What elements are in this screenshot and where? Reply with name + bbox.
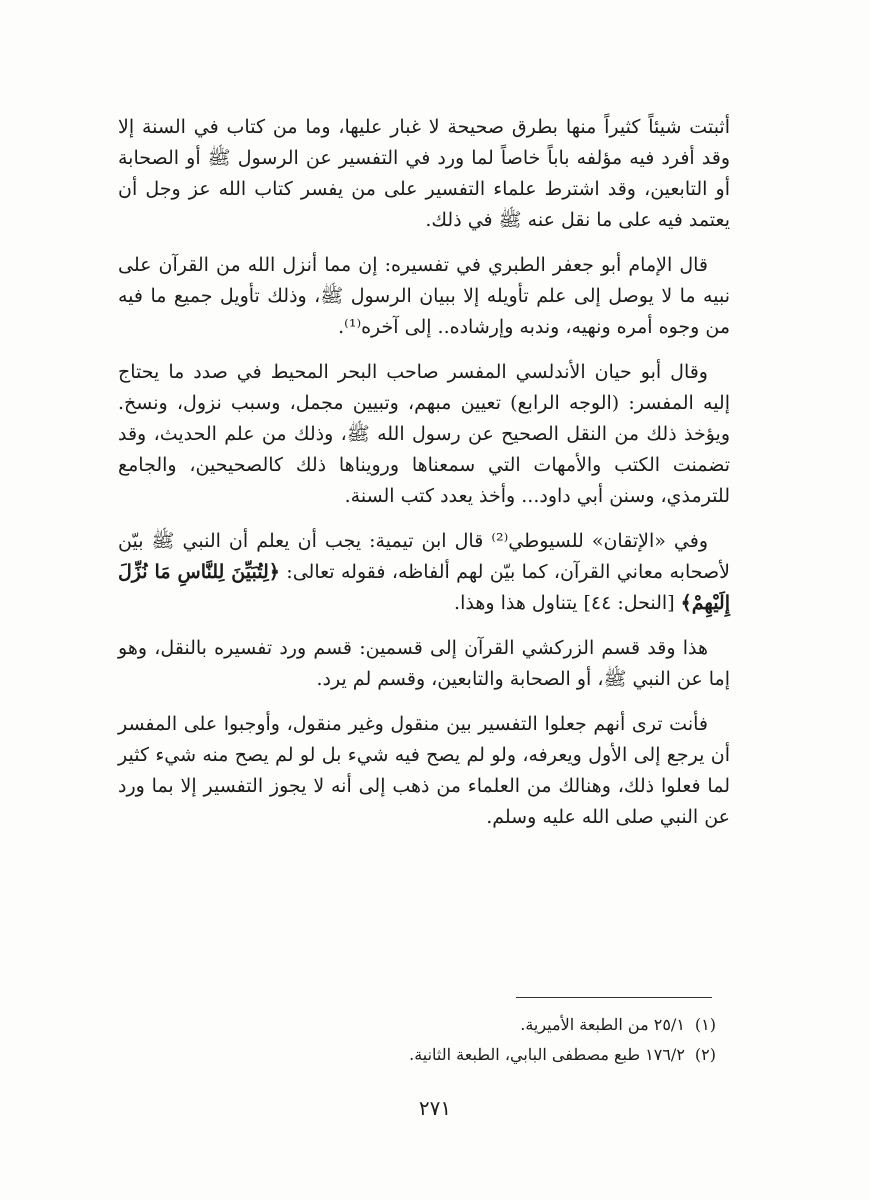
footnote-2-number: (٢) [694, 1045, 716, 1064]
page-number: ٢٧١ [418, 1096, 452, 1120]
paragraph-1: أثبتت شيئاً كثيراً منها بطرق صحيحة لا غبار عليها، وما من كتاب في السنة إلا وقد أفرد فيه مؤلفه باباً خاصاً لما ورد في التفسير عن الرسول ﷺ أو الصحابة أو التابعين، وقد اشترط علماء التفسير على من يفسر كتاب الله عز وجل أن يعتمد فيه على ما نقل عنه ﷺ في ذلك. [118, 116, 730, 231]
main-text [118, 112, 730, 847]
paragraph-6: فأنت ترى أنهم جعلوا التفسير بين منقول وغير منقول، وأوجبوا على المفسر أن يرجع إلى الأول ويعرفه، ولو لم يصح فيه شيء بل لو لم يصح منه شيء كثير لما فعلوا ذلك، وهنالك من العلماء من ذهب إلى أنه لا يجوز التفسير إلا بما ورد عن النبي صلى الله عليه وسلم. [118, 713, 730, 828]
paragraph-4 [118, 526, 730, 619]
paragraph-2: قال الإمام أبو جعفر الطبري في تفسيره: إن مما أنزل الله من القرآن على نبيه ما لا يوصل إلى علم تأويله إلا ببيان الرسول ﷺ، وذلك تأويل جميع ما فيه من وجوه أمره ونهيه، وندبه وإرشاده.. إلى آخره⁽¹⁾. [118, 254, 730, 338]
footnotes [118, 1010, 716, 1070]
paragraph-3: وقال أبو حيان الأندلسي المفسر صاحب البحر المحيط في صدد ما يحتاج إليه المفسر: (الوجه الرابع) تعيين مبهم، وتبيين مجمل، وسبب نزول، ونسخ. ويؤخذ ذلك من النقل الصحيح عن رسول الله ﷺ، وذلك من علم الحديث، وقد تضمنت الكتب والأمهات التي سمعناها ورويناها ذلك كالصحيحين، والجامع للترمذي، وسنن أبي داود... وأخذ يعدد كتب السنة. [118, 361, 730, 507]
paragraph-4-end: [النحل: ٤٤] يتناول هذا وهذا. [454, 592, 675, 614]
footnote-1 [118, 1010, 716, 1040]
footnote-1-text: ٢٥/١ من الطبعة الأميرية. [520, 1015, 685, 1034]
quran-verse: ﴿لِتُبَيِّنَ لِلنَّاسِ مَا نُزِّلَ إِلَيْهِمْ﴾ [118, 561, 730, 614]
footnote-2 [118, 1040, 716, 1070]
footnote-2-text: ١٧٦/٢ طبع مصطفى البابي، الطبعة الثانية. [409, 1045, 685, 1064]
footnote-divider [516, 997, 712, 998]
footnote-1-number: (١) [694, 1015, 716, 1034]
paragraph-5: هذا وقد قسم الزركشي القرآن إلى قسمين: قسم ورد تفسيره بالنقل، وهو إما عن النبي ﷺ، أو الصحابة والتابعين، وقسم لم يرد. [118, 637, 730, 690]
paragraph-4-start: وفي «الإتقان» للسيوطي⁽²⁾ قال ابن تيمية: يجب أن يعلم أن النبي ﷺ بيّن لأصحابه معاني القرآن، كما بيّن لهم ألفاظه، فقوله تعالى: [118, 530, 730, 583]
